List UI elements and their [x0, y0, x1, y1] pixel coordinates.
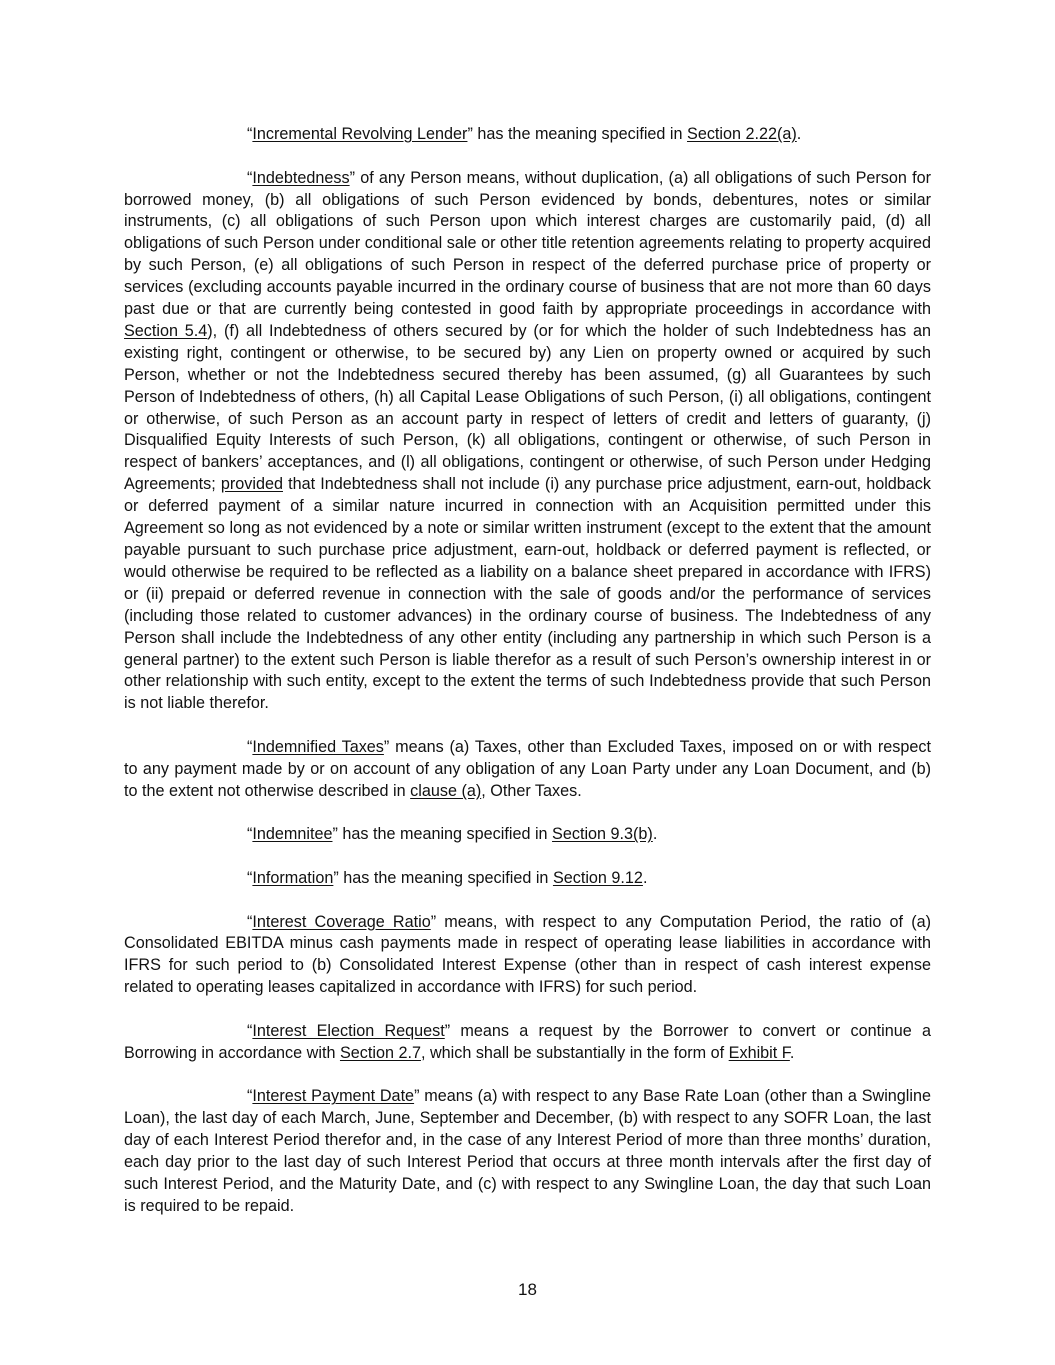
definition-text: means (a) with respect to any Base Rate Loan (other than a Swingline Loan), the last day of each March, June, September and December, (b) with respect to any SOFR Loan, the last day of each Interest Period therefor and, in the case of any Interest Period of more than three months’ duration, each day prior to the last day of such Interest Period that occurs at three month intervals after the first day of such Interest Period, and the Maturity Date, and (c) with respect to any Swingline Loan, the day that such Loan is required to be repaid. [124, 1087, 931, 1215]
definition-text: ), (f) all Indebtedness of others secured by (or for which the holder of such Indebtedness has an existing right, contingent or otherwise, to be secured by) any Lien on property owned or acquired by such Person, whether or not the Indebtedness secured thereby has been assumed, (g) all Guarantees by such Person of Indebtedness of others, (h) all Capital Lease Obligations of such Person, (i) all obligations, contingent or otherwise, of such Person as an account party in respect of letters of credit and letters of guaranty, (j) Disqualified Equity Interests of such Person, (k) all obligations, contingent or otherwise, of such Person in respect of bankers’ acceptances, and (l) all obligations, contingent or otherwise, of such Person under Hedging Agreements; [124, 321, 932, 494]
definition-interest-coverage-ratio [124, 912, 931, 1000]
close-quote: ” [383, 737, 390, 756]
defined-term: Interest Coverage Ratio [252, 912, 431, 931]
open-quote: “ [247, 825, 253, 844]
close-quote: ” [467, 125, 473, 143]
definition-text: means, with respect to any Computation Period, the ratio of (a) Consolidated EBITDA minus cash payments made in respect of operating lease liabilities in accordance with IFRS for such period to (b) Consolidated Interest Expense (other than in respect of cash interest expense related to operating leases capitalized in accordance with IFRS) for such period. [124, 912, 931, 997]
definition-indemnitee [124, 824, 931, 846]
definition-text: that Indebtedness shall not include (i) any purchase price adjustment, earn-out, holdback or deferred payment of a similar nature incurred in connection with an Acquisition permitted under this Agreement so long as not evidenced by a note or similar written instrument (except to the extent that the amount payable pursuant to such purchase price adjustment, earn-out, holdback or deferred payment is reflected, or would otherwise be required to be reflected as a liability on a balance sheet prepared in accordance with IFRS) or (ii) prepaid or deferred revenue in connection with the sale of goods and/or the performance of services (including those related to customer advances) in the ordinary course of business. The Indebtedness of any Person shall include the Indebtedness of any other entity (including any partnership in which such Person is a general partner) to the extent such Person is liable therefor as a result of such Person’s ownership interest in or other relationship with such entity, except to the extent the terms of such Indebtedness provide that such Person is not liable therefor. [124, 475, 931, 713]
definition-text: , Other Taxes. [481, 781, 582, 800]
definition-text: has the meaning specified in [337, 825, 553, 844]
open-quote: “ [247, 1087, 253, 1106]
definition-text: means a request by the Borrower to convert or continue a Borrowing in accordance with [124, 1021, 931, 1062]
open-quote: “ [247, 868, 253, 887]
definition-text: has the meaning specified in [338, 868, 553, 887]
defined-term: Interest Payment Date [252, 1087, 415, 1106]
definition-text: of any Person means, without duplication, (a) all obligations of such Person for borrowed money, (b) all obligations of such Person evidenced by bonds, debentures, notes or similar instruments, (c) all obligations of such Person upon which interest charges are customarily paid, (d) all obligations of such Person under conditional sale or other title retention agreements relating to property acquired by such Person, (e) all obligations of such Person in respect of the deferred purchase price of property or services (excluding accounts payable incurred in the ordinary course of business that are not more than 60 days past due or that are currently being contested in good faith by appropriate proceedings in accordance with [124, 168, 931, 319]
proviso-term: provided [220, 475, 283, 494]
defined-term: Interest Election Request [252, 1021, 445, 1040]
close-quote: ” [333, 868, 339, 887]
open-quote: “ [247, 125, 253, 143]
defined-term: Indemnified Taxes [252, 737, 384, 756]
section-reference: Section 5.4 [124, 321, 208, 340]
definition-text: means (a) Taxes, other than Excluded Taxes, imposed on or with respect to any payment made by or on account of any obligation of any Loan Party under any Loan Document, and (b) to the extent not otherwise described in [124, 737, 931, 800]
definition-interest-payment-date [124, 1086, 931, 1217]
defined-term: Indemnitee [252, 825, 333, 844]
open-quote: “ [247, 912, 253, 931]
definition-interest-election-request [124, 1021, 931, 1065]
open-quote: “ [247, 168, 253, 187]
definition-information [124, 868, 931, 890]
definition-text: , which shall be substantially in the form of [420, 1043, 729, 1062]
defined-term: Information [252, 868, 334, 887]
definition-indemnified-taxes [124, 737, 931, 803]
clause-reference: clause (a) [410, 781, 482, 800]
section-reference: Section 9.12 [552, 868, 643, 887]
definition-incremental-revolving-lender [124, 124, 931, 146]
section-reference: Section 9.3(b) [552, 825, 653, 844]
close-quote: ” [444, 1021, 451, 1040]
defined-term: Incremental Revolving Lender [252, 125, 468, 143]
close-quote: ” [430, 912, 437, 931]
close-quote: ” [414, 1087, 420, 1106]
definition-text: . [796, 125, 802, 143]
close-quote: ” [332, 825, 338, 844]
section-reference: Section 2.22(a) [687, 125, 797, 143]
definition-text: has the meaning specified in [472, 125, 688, 143]
open-quote: “ [247, 737, 253, 756]
defined-term: Indebtedness [252, 168, 350, 187]
open-quote: “ [247, 1021, 253, 1040]
definition-text: . [789, 1043, 795, 1062]
exhibit-reference: Exhibit F [728, 1043, 790, 1062]
definition-text: . [652, 825, 658, 844]
close-quote: ” [349, 168, 355, 187]
section-reference: Section 2.7 [339, 1043, 421, 1062]
definition-indebtedness [124, 168, 931, 716]
definitions-section [124, 124, 931, 1239]
page-number: 18 [518, 1280, 537, 1299]
definition-text: . [642, 868, 648, 887]
